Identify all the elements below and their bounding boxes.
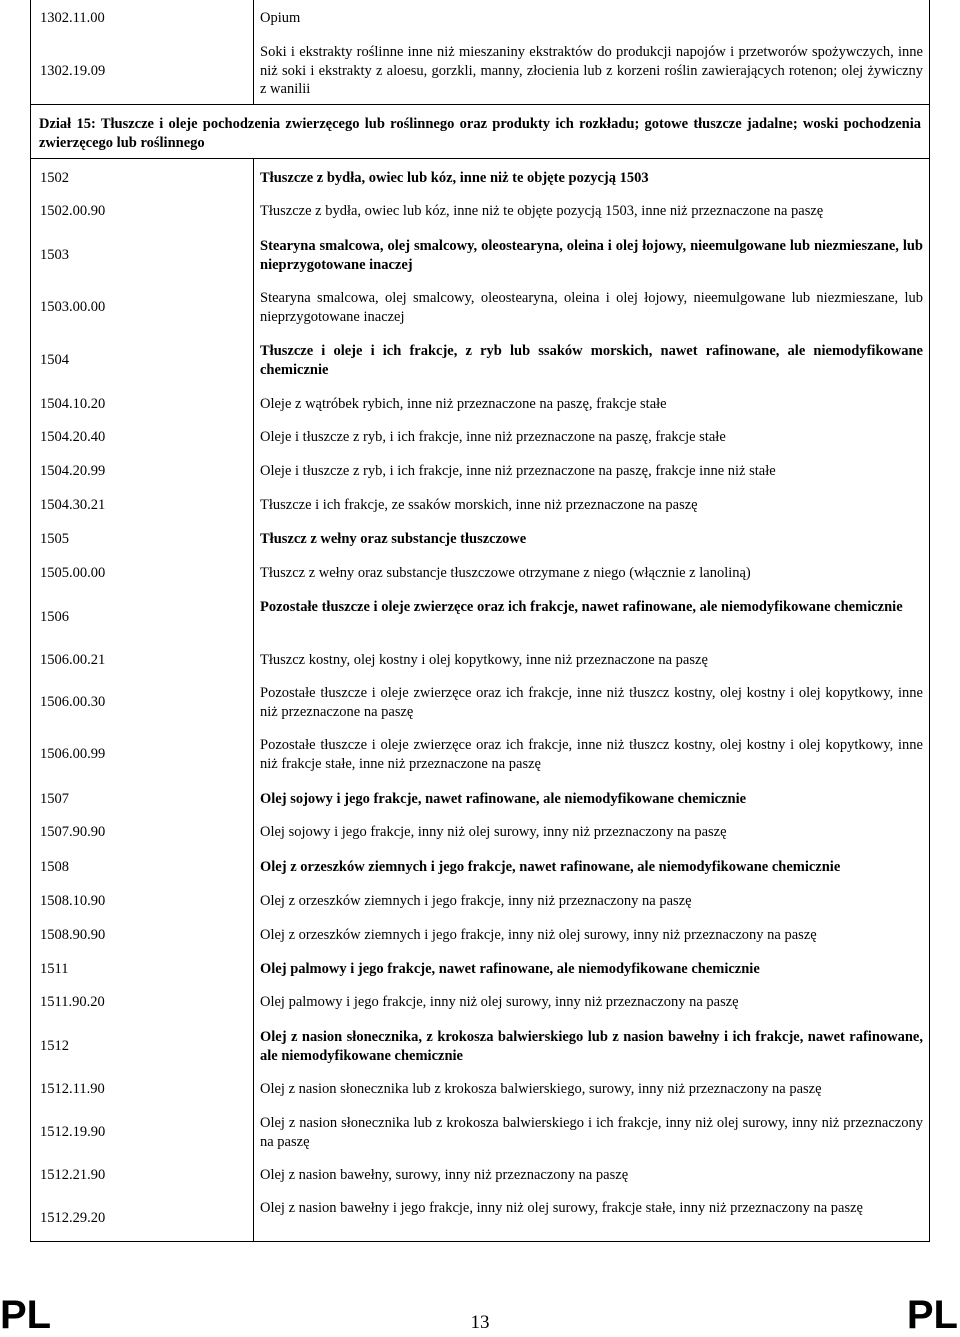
row-description: Olej palmowy i jego frakcje, nawet rafinowane, ale niemodyfikowane chemicznie [260,961,760,977]
row-code: 1502 [40,170,69,186]
row-description: Tłuszcz z wełny oraz substancje tłuszczowe [260,531,527,547]
row-code: 1506.00.21 [40,652,106,668]
row-code: 1511.90.20 [40,994,105,1010]
page-number: 13 [470,1312,490,1333]
row-description: Pozostałe tłuszcze i oleje zwierzęce oraz ich frakcje, inne niż tłuszcz kostny, olej kostny i olej kopytkowy, inne niż przeznaczone na paszę [260,685,923,720]
row-code: 1507 [40,791,69,807]
row-code: 1512.21.90 [40,1167,106,1183]
row-description: Olej z orzeszków ziemnych i jego frakcje, inny niż olej surowy, inny niż przeznaczony na paszę [260,927,817,943]
row-description: Olej z orzeszków ziemnych i jego frakcje, nawet rafinowane, ale niemodyfikowane chemicznie [260,859,841,875]
row-code: 1503 [40,247,69,263]
row-description: Olej z nasion słonecznika, z krokosza balwierskiego lub z nasion bawełny i ich frakcje, nawet rafinowane, ale niemodyfikowane chemicznie [260,1029,923,1064]
row-code: 1506.00.30 [40,694,106,710]
row-code: 1504.30.21 [40,497,106,513]
row-description: Stearyna smalcowa, olej smalcowy, oleostearyna, oleina i olej łojowy, nieemulgowane lub niezmieszane, lub nieprzygotowane inaczej [260,238,923,273]
row-description: Tłuszcze i ich frakcje, ze ssaków morskich, inne niż przeznaczone na paszę [260,497,698,513]
chapter-rule-bottom [31,158,929,159]
row-code: 1508.90.90 [40,927,106,943]
row-code: 1508.10.90 [40,893,106,909]
row-code: 1512.11.90 [40,1081,105,1097]
column-divider-main [253,158,254,1242]
row-code: 1504.20.99 [40,463,106,479]
row-description: Tłuszcze i oleje i ich frakcje, z ryb lub ssaków morskich, nawet rafinowane, ale niemodyfikowane chemicznie [260,343,923,378]
row-description: Tłuszcz kostny, olej kostny i olej kopytkowy, inne niż przeznaczone na paszę [260,652,708,668]
row-description: Olej palmowy i jego frakcje, inny niż olej surowy, inny niż przeznaczony na paszę [260,994,739,1010]
row-description: Olej sojowy i jego frakcje, nawet rafinowane, ale niemodyfikowane chemicznie [260,791,747,807]
row-code: 1506 [40,609,69,625]
row-description: Olej sojowy i jego frakcje, inny niż olej surowy, inny niż przeznaczony na paszę [260,824,727,840]
tariff-table [30,0,930,1242]
chapter-rule-top [31,104,929,105]
row-description: Olej z nasion słonecznika lub z krokosza balwierskiego i ich frakcje, inny niż olej surowy, inny niż przeznaczony na paszę [260,1115,923,1150]
footer-language-left: PL [0,1293,52,1337]
footer-language-right: PL [906,1293,958,1337]
chapter-heading: Dział 15: Tłuszcze i oleje pochodzenia zwierzęcego lub roślinnego oraz produkty ich rozkładu; gotowe tłuszcze jadalne; woski pochodzenia zwierzęcego lub roślinnego [39,116,921,151]
row-code: 1506.00.99 [40,746,106,762]
row-code: 1505 [40,531,69,547]
row-description: Olej z nasion bawełny, surowy, inny niż przeznaczony na paszę [260,1167,629,1183]
row-description: Tłuszcze z bydła, owiec lub kóz, inne niż te objęte pozycją 1503 [260,170,649,186]
row-code: 1504 [40,352,69,368]
row-code: 1505.00.00 [40,565,106,581]
row-description: Tłuszcz z wełny oraz substancje tłuszczowe otrzymane z niego (włącznie z lanoliną) [260,565,751,581]
row-code: 1503.00.00 [40,299,106,315]
row-code: 1512 [40,1038,69,1054]
row-description: Oleje z wątróbek rybich, inne niż przeznaczone na paszę, frakcje stałe [260,396,667,412]
row-description: Tłuszcze z bydła, owiec lub kóz, inne niż te objęte pozycją 1503, inne niż przeznaczone na paszę [260,203,824,219]
row-description: Soki i ekstrakty roślinne inne niż mieszaniny ekstraktów do produkcji napojów i przetworów spożywczych, inne niż soki i ekstrakty z aloesu, gorzkli, manny, złocienia lub z korzeni roślin zawierających rotenon; olej żywiczny z wanilii [260,44,923,97]
row-code: 1507.90.90 [40,824,106,840]
row-code: 1302.19.09 [40,63,106,79]
row-description: Pozostałe tłuszcze i oleje zwierzęce oraz ich frakcje, inne niż tłuszcz kostny, olej kostny i olej kopytkowy, inne niż frakcje stałe, inne niż przeznaczone na paszę [260,737,923,772]
column-divider-top [253,0,254,104]
row-description: Pozostałe tłuszcze i oleje zwierzęce oraz ich frakcje, nawet rafinowane, ale niemodyfikowane chemicznie [260,599,903,615]
row-description: Stearyna smalcowa, olej smalcowy, oleostearyna, oleina i olej łojowy, nieemulgowane lub niezmieszane, lub nieprzygotowane inaczej [260,290,923,325]
row-code: 1504.10.20 [40,396,106,412]
row-code: 1504.20.40 [40,429,106,445]
row-code: 1512.29.20 [40,1210,106,1226]
row-code: 1512.19.90 [40,1124,106,1140]
row-code: 1502.00.90 [40,203,106,219]
row-description: Olej z orzeszków ziemnych i jego frakcje, inny niż przeznaczony na paszę [260,893,692,909]
row-description: Opium [260,10,301,26]
row-description: Oleje i tłuszcze z ryb, i ich frakcje, inne niż przeznaczone na paszę, frakcje stałe [260,429,726,445]
row-description: Olej z nasion słonecznika lub z krokosza balwierskiego, surowy, inny niż przeznaczony na paszę [260,1081,822,1097]
row-code: 1511 [40,961,69,977]
row-code: 1508 [40,859,69,875]
row-description: Olej z nasion bawełny i jego frakcje, inny niż olej surowy, frakcje stałe, inny niż przeznaczony na paszę [260,1200,863,1216]
row-code: 1302.11.00 [40,10,105,26]
row-description: Oleje i tłuszcze z ryb, i ich frakcje, inne niż przeznaczone na paszę, frakcje inne niż stałe [260,463,776,479]
